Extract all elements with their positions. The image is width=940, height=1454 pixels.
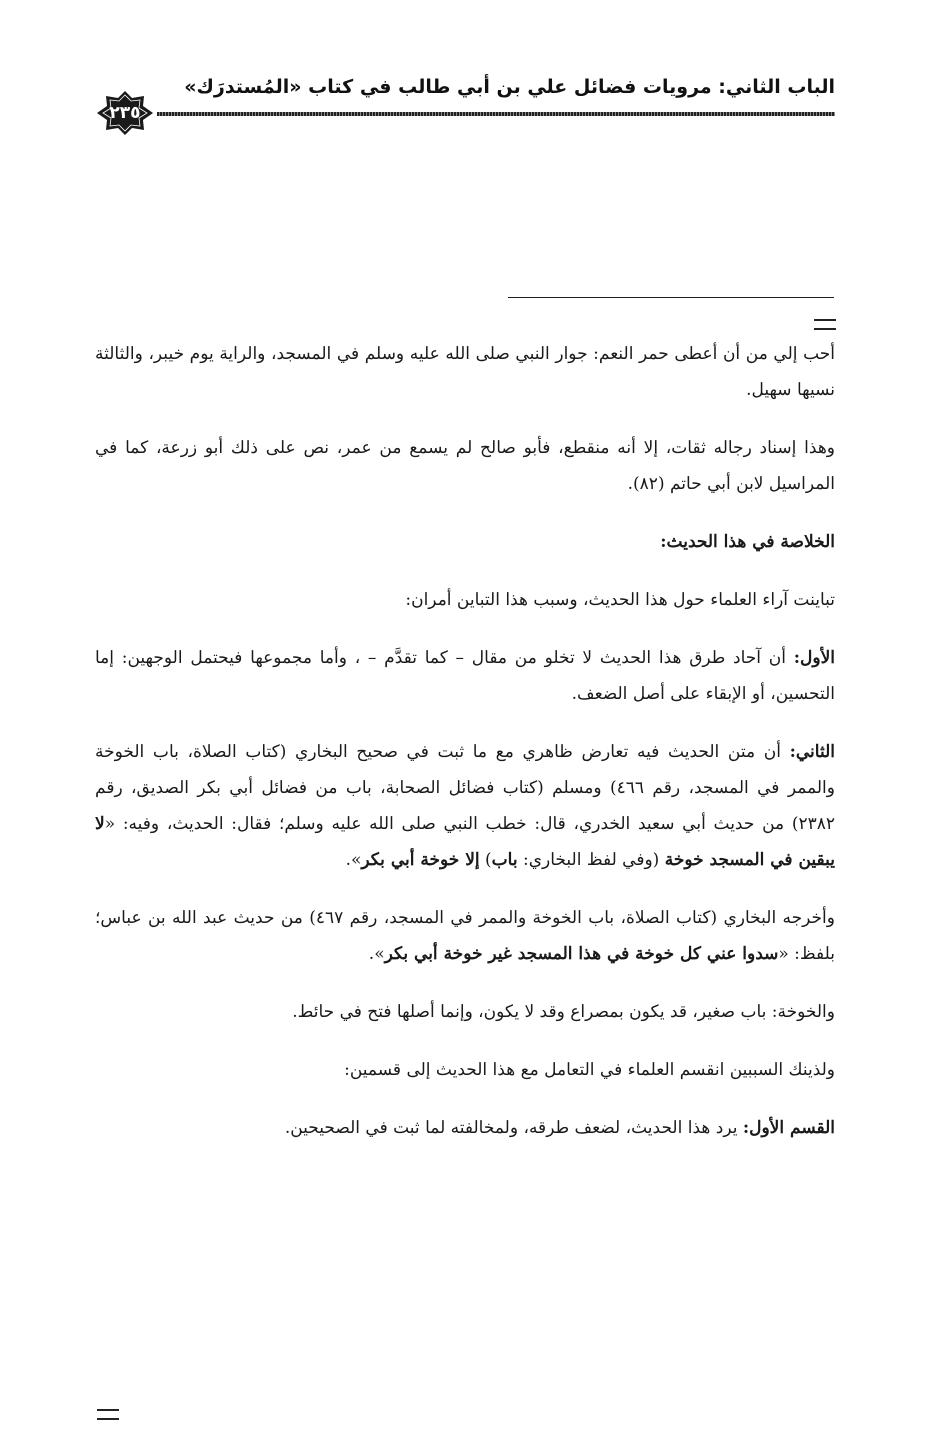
paragraph-2: وهذا إسناد رجاله ثقات، إلا أنه منقطع، فأبو صالح لم يسمع من عمر، نص على ذلك أبو زرعة، كما في المراسيل لابن أبي حاتم (٨٢). bbox=[95, 438, 835, 494]
page-number: ٢٣٥ bbox=[109, 103, 141, 123]
footnote-body bbox=[95, 336, 835, 1168]
paragraph-1: أحب إلي من أن أعطى حمر النعم: جوار النبي صلى الله عليه وسلم في المسجد، والراية يوم خيبر، والثالثة نسيها سهيل. bbox=[95, 344, 835, 400]
continuation-marker-top bbox=[814, 319, 836, 330]
paragraph-bukhari: وأخرجه البخاري (كتاب الصلاة، باب الخوخة والممر في المسجد، رقم ٤٦٧) من حديث عبد الله بن عباس؛ بلفظ: «سدوا عني كل خوخة في هذا المسجد غير خوخة أبي بكر». bbox=[95, 908, 835, 964]
page-header bbox=[95, 62, 835, 132]
paragraph-4: تباينت آراء العلماء حول هذا الحديث، وسبب هذا التباين أمران: bbox=[405, 590, 835, 610]
summary-heading: الخلاصة في هذا الحديث: bbox=[660, 532, 835, 552]
paragraph-first-reason: الأول: أن آحاد طرق هذا الحديث لا تخلو من مقال – كما تقدَّم – ، وأما مجموعها فيحتمل الوجهين: إما التحسين، أو الإبقاء على أصل الضعف. bbox=[95, 648, 835, 704]
paragraph-first-section: القسم الأول: يرد هذا الحديث، لضعف طرقه، ولمخالفته لما ثبت في الصحيحين. bbox=[284, 1118, 835, 1138]
header-rule bbox=[157, 112, 835, 116]
page-number-badge bbox=[95, 90, 155, 136]
paragraph-division: ولذينك السببين انقسم العلماء في التعامل مع هذا الحديث إلى قسمين: bbox=[344, 1060, 835, 1080]
chapter-title: الباب الثاني: مرويات فضائل علي بن أبي طالب في كتاب «المُستدرَك» bbox=[184, 76, 835, 98]
paragraph-second-reason: الثاني: أن متن الحديث فيه تعارض ظاهري مع ما ثبت في صحيح البخاري (كتاب الصلاة، باب الخوخة والممر في المسجد، رقم ٤٦٦) ومسلم (كتاب فضائل الصحابة، باب من فضائل أبي بكر الصديق، رقم ٢٣٨٢) من حديث أبي سعيد الخدري، قال: خطب النبي صلى الله عليه وسلم؛ فقال: الحديث، وفيه: «لا يبقين في المسجد خوخة (وفي لفظ البخاري: باب) إلا خوخة أبي بكر». bbox=[95, 742, 835, 870]
continuation-marker-bottom bbox=[97, 1409, 119, 1420]
footnote-separator bbox=[508, 297, 834, 298]
paragraph-definition: والخوخة: باب صغير، قد يكون بمصراع وقد لا يكون، وإنما أصلها فتح في حائط. bbox=[292, 1002, 835, 1022]
